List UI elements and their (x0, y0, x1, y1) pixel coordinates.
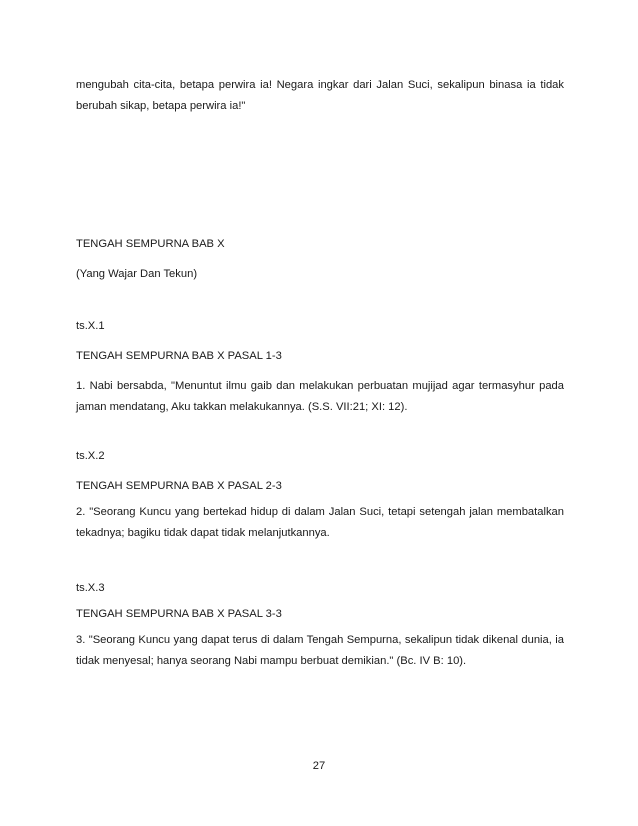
chapter-heading: TENGAH SEMPURNA BAB X (76, 238, 225, 250)
section-title-2: TENGAH SEMPURNA BAB X PASAL 2-3 (76, 480, 282, 492)
section-code-3: ts.X.3 (76, 582, 105, 594)
page-number: 27 (312, 760, 326, 772)
section-title-1: TENGAH SEMPURNA BAB X PASAL 1-3 (76, 350, 282, 362)
section-code-1: ts.X.1 (76, 320, 105, 332)
section-text-2: 2. "Seorang Kuncu yang bertekad hidup di dalam Jalan Suci, tetapi setengah jalan membatalkan tekadnya; bagiku tidak dapat tidak melanjutkannya. (76, 506, 564, 539)
section-title-3: TENGAH SEMPURNA BAB X PASAL 3-3 (76, 608, 282, 620)
intro-paragraph: mengubah cita-cita, betapa perwira ia! Negara ingkar dari Jalan Suci, sekalipun binasa ia tidak berubah sikap, betapa perwira ia!" (76, 79, 564, 112)
section-code-2: ts.X.2 (76, 450, 105, 462)
section-text-1: 1. Nabi bersabda, "Menuntut ilmu gaib dan melakukan perbuatan mujijad agar termasyhur pada jaman mendatang, Aku takkan melakukannya. (S.S. VII:21; XI: 12). (76, 380, 564, 413)
section-text-3: 3. "Seorang Kuncu yang dapat terus di dalam Tengah Sempurna, sekalipun tidak dikenal dunia, ia tidak menyesal; hanya seorang Nabi mampu berbuat demikian." (Bc. IV B: 10). (76, 634, 564, 667)
chapter-subheading: (Yang Wajar Dan Tekun) (76, 268, 198, 280)
